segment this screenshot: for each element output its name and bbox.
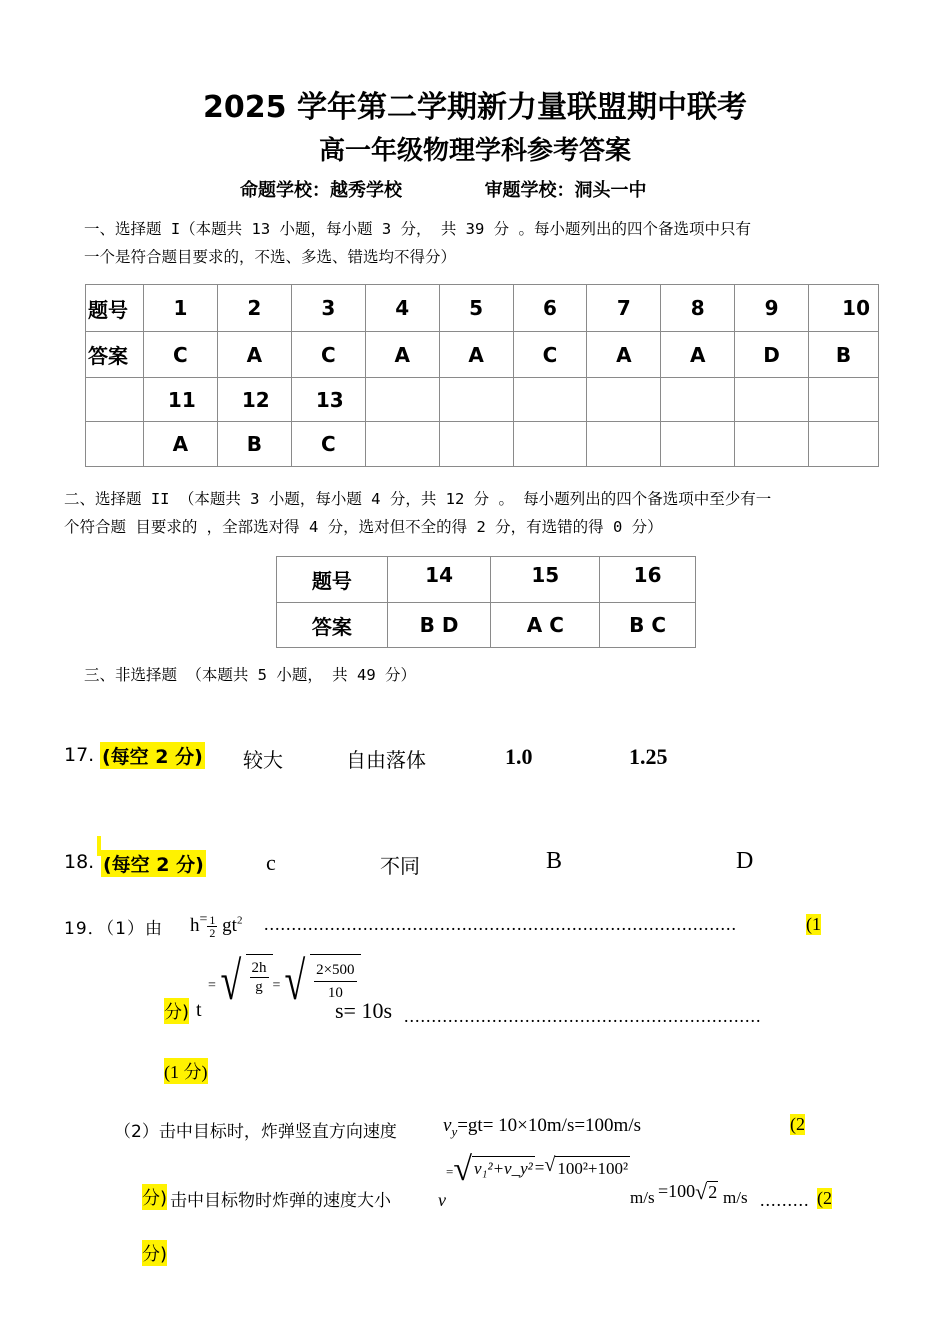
question-number: 9 xyxy=(735,285,809,332)
question-number: 7 xyxy=(587,285,661,332)
empty-cell xyxy=(809,378,879,422)
answer-cell: A C xyxy=(491,603,600,648)
question-number: 13 xyxy=(291,378,365,422)
unit-ms: m/s xyxy=(630,1188,655,1207)
formula-t: t xyxy=(196,999,202,1021)
q17-answer-4: 1.25 xyxy=(629,744,668,769)
q17-number: 17. xyxy=(64,744,95,766)
answer-cell: D xyxy=(735,332,809,378)
question-number: 8 xyxy=(661,285,735,332)
q19-formula-h: h= $\frac{1}{2}$ $gt^2$ xyxy=(190,912,243,941)
row-label-number: 题号 xyxy=(86,285,144,332)
question-number: 3 xyxy=(291,285,365,332)
question-number: 1 xyxy=(143,285,217,332)
empty-cell xyxy=(735,422,809,467)
page-subtitle: 高一年级物理学科参考答案 xyxy=(318,136,631,166)
table-row xyxy=(277,603,696,648)
formula-equals: = xyxy=(199,912,208,927)
sqrt-numeric: √ $\frac{2\times 500}{10}$ xyxy=(280,954,360,1008)
q19-score-4b: 分) xyxy=(142,1240,167,1266)
question-number: 16 xyxy=(600,557,696,603)
q18-answer-2: 不同 xyxy=(380,854,420,878)
question-number: 4 xyxy=(365,285,439,332)
empty-cell xyxy=(587,422,661,467)
table-row xyxy=(86,422,879,467)
q19-speed-result: =100 √ 2 xyxy=(658,1179,718,1204)
unit-ms: m/s xyxy=(723,1188,748,1207)
section1-intro-line2: 一个是符合题目要求的，不选、多选、错选均不得分） xyxy=(84,248,457,266)
section3-heading: 三、非选择题 （本题共 5 小题， 共 49 分） xyxy=(84,666,416,684)
q19-t-result: s= 10s xyxy=(335,998,393,1023)
question-number: 11 xyxy=(143,378,217,422)
q18-answer-4: D xyxy=(736,848,754,874)
reviewer-school: 审题学校：洞头一中 xyxy=(484,180,647,201)
row-label-answer: 答案 xyxy=(277,603,388,648)
section2-intro-line2: 个符合题 目要求的 ，全部选对得 4 分，选对但不全的得 2 分，有选错的得 0 分） xyxy=(64,518,663,536)
answer-cell: B xyxy=(809,332,879,378)
answer-cell: C xyxy=(143,332,217,378)
q18-answer-1: c xyxy=(266,850,276,875)
answer-cell: C xyxy=(513,332,587,378)
section2-answer-table xyxy=(276,556,696,648)
table-row xyxy=(86,378,879,422)
q18-answer-3: B xyxy=(546,848,563,874)
empty-cell xyxy=(513,422,587,467)
q18-score-highlight: (每空 2 分) xyxy=(101,850,206,877)
empty-cell xyxy=(735,378,809,422)
dot-leader: ......... xyxy=(760,1190,810,1210)
empty-cell xyxy=(439,378,513,422)
empty-cell xyxy=(86,378,144,422)
q19-score-4a: (2 xyxy=(817,1188,832,1208)
q19-score-1b: 分) xyxy=(164,998,189,1024)
answer-cell: A xyxy=(587,332,661,378)
question-number: 10 xyxy=(809,285,879,332)
question-number: 15 xyxy=(491,557,600,603)
formula-v-sqrt: = √ v₁²+v_y² = √ 100²+100² xyxy=(446,1151,629,1188)
empty-cell xyxy=(587,378,661,422)
empty-cell xyxy=(439,422,513,467)
answer-cell: C xyxy=(291,422,365,467)
q19-vy-formula: $v_y=gt= 10\times 10m/s=100m/s$ xyxy=(443,1115,642,1139)
page-title: 2025 学年第二学期新力量联盟期中联考 xyxy=(203,90,747,125)
dot-leader: ................................................................. xyxy=(404,1006,762,1026)
dot-leader: ...................................................................................... xyxy=(264,914,737,934)
question-number: 14 xyxy=(387,557,491,603)
school-info xyxy=(240,176,647,202)
empty-cell xyxy=(809,422,879,467)
answer-cell: A xyxy=(661,332,735,378)
answer-cell: C xyxy=(291,332,365,378)
question-number: 2 xyxy=(217,285,291,332)
section1-intro-line1: 一、选择题 I（本题共 13 小题，每小题 3 分， 共 39 分 。每小题列出的四个备选项中只有 xyxy=(84,220,751,238)
row-label-number: 题号 xyxy=(277,557,388,603)
q19-score-3b: 分) xyxy=(142,1184,167,1210)
formula-t-sqrt: = √ $\frac{2h}{g}$ = √ $\frac{2\times 500}{10}$ xyxy=(208,954,361,1008)
question-number: 6 xyxy=(513,285,587,332)
q17-answer-2: 自由落体 xyxy=(346,748,426,772)
empty-cell xyxy=(661,422,735,467)
answer-cell: A xyxy=(217,332,291,378)
q19-score-3a: (2 xyxy=(790,1114,805,1134)
formula-h: h xyxy=(190,915,200,936)
table-row xyxy=(86,285,879,332)
author-school: 命题学校：越秀学校 xyxy=(240,180,402,201)
answer-cell: A xyxy=(439,332,513,378)
empty-cell xyxy=(365,422,439,467)
q18-number: 18. xyxy=(64,851,95,873)
formula-v: v xyxy=(438,1190,446,1210)
q19-score-2: (1 分) xyxy=(164,1058,208,1084)
answer-cell: A xyxy=(143,422,217,467)
table-row xyxy=(277,557,696,603)
table-row xyxy=(86,332,879,378)
question-number: 5 xyxy=(439,285,513,332)
question-number: 12 xyxy=(217,378,291,422)
answer-cell: B C xyxy=(600,603,696,648)
section1-answer-table xyxy=(85,284,879,467)
empty-cell xyxy=(513,378,587,422)
q19-intro: 19．（1）由 xyxy=(64,919,163,939)
section2-intro-line1: 二、选择题 II （本题共 3 小题，每小题 4 分，共 12 分 。 每小题列出的四个备选项中至少有一 xyxy=(64,490,772,508)
answer-cell: A xyxy=(365,332,439,378)
q17-answer-3: 1.0 xyxy=(505,744,533,769)
sqrt-2h-over-g: √ $\frac{2h}{g}$ xyxy=(216,954,273,1008)
q19-score-1a: (1 xyxy=(806,914,821,934)
answer-cell: B xyxy=(217,422,291,467)
empty-cell xyxy=(86,422,144,467)
empty-cell xyxy=(661,378,735,422)
q19-speed-text: 击中目标物时炸弹的速度大小 xyxy=(170,1191,391,1211)
row-label-answer: 答案 xyxy=(86,332,144,378)
q19-part2-text: （2）击中目标时，炸弹竖直方向速度 xyxy=(114,1122,397,1142)
q17-score-highlight: (每空 2 分) xyxy=(100,742,205,769)
empty-cell xyxy=(365,378,439,422)
answer-cell: B D xyxy=(387,603,491,648)
fraction-half: $\frac{1}{2}$ xyxy=(209,913,216,941)
q17-answer-1: 较大 xyxy=(243,748,283,772)
